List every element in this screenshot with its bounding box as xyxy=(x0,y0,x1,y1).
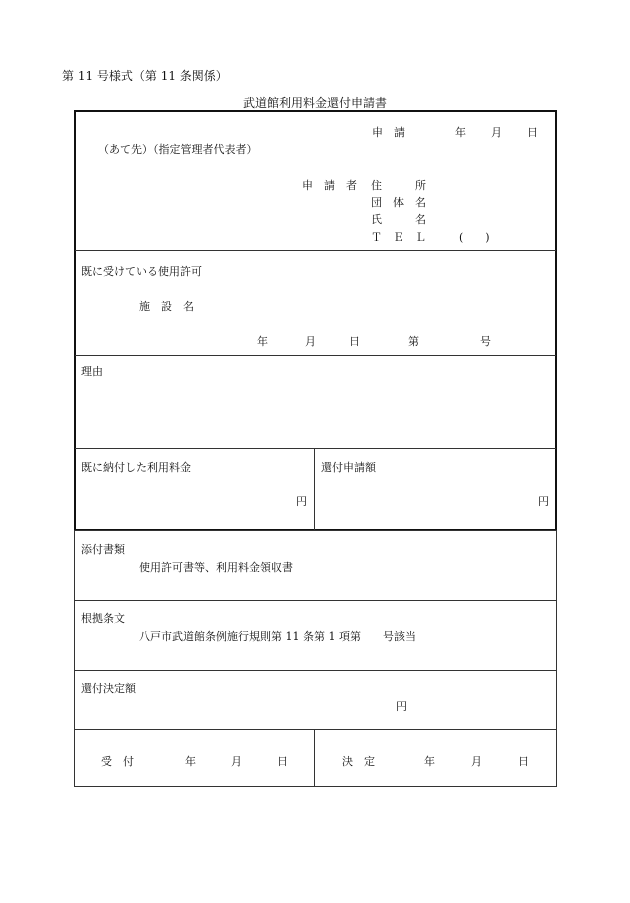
divider xyxy=(75,250,556,251)
divider xyxy=(74,729,557,730)
divider xyxy=(74,670,557,671)
decided-label: 決 定 xyxy=(342,755,375,768)
reason-heading: 理由 xyxy=(81,365,103,378)
decided-month-label: 月 xyxy=(471,755,482,768)
received-month-label: 月 xyxy=(231,755,242,768)
received-label: 受 付 xyxy=(101,755,134,768)
name-label: 氏 名 xyxy=(371,213,426,226)
legal-basis-heading: 根拠条文 xyxy=(81,612,125,625)
legal-basis-value: 八戸市武道館条例施行規則第 11 条第 1 項第 号該当 xyxy=(139,630,416,643)
attachments-heading: 添付書類 xyxy=(81,543,125,556)
year-label: 年 xyxy=(455,126,466,139)
paid-fee-unit: 円 xyxy=(296,495,307,508)
permit-number-prefix: 第 xyxy=(408,335,419,348)
tel-paren: ( ) xyxy=(459,231,490,244)
month-label: 月 xyxy=(491,126,502,139)
facility-name-label: 施 設 名 xyxy=(139,300,194,313)
permit-day-label: 日 xyxy=(349,335,360,348)
address-label: 住 所 xyxy=(371,179,426,192)
decided-day-label: 日 xyxy=(518,755,529,768)
form-title: 武道館利用料金還付申請書 xyxy=(242,96,387,110)
paid-fee-heading: 既に納付した利用料金 xyxy=(81,461,191,474)
refund-decision-unit: 円 xyxy=(396,700,407,713)
divider xyxy=(74,600,557,601)
permit-year-label: 年 xyxy=(257,335,268,348)
divider xyxy=(314,729,315,787)
divider xyxy=(314,448,315,530)
decided-year-label: 年 xyxy=(424,755,435,768)
permit-number-suffix: 号 xyxy=(480,335,491,348)
form-number-label: 第 11 号様式（第 11 条関係） xyxy=(62,69,228,83)
permit-heading: 既に受けている使用許可 xyxy=(81,265,202,278)
tel-label: Ｔ Ｅ Ｌ xyxy=(371,231,426,244)
received-year-label: 年 xyxy=(185,755,196,768)
divider xyxy=(75,448,556,449)
refund-amount-heading: 還付申請額 xyxy=(321,461,376,474)
received-day-label: 日 xyxy=(277,755,288,768)
applicant-label: 申 請 者 xyxy=(302,179,357,192)
addressee-label: （あて先）（指定管理者代表者） xyxy=(98,143,258,156)
attachments-value: 使用許可書等、利用料金領収書 xyxy=(139,561,293,574)
divider xyxy=(75,355,556,356)
permit-month-label: 月 xyxy=(305,335,316,348)
refund-decision-heading: 還付決定額 xyxy=(81,682,136,695)
application-date-label: 申 請 xyxy=(372,126,405,139)
refund-amount-unit: 円 xyxy=(538,495,549,508)
group-name-label: 団 体 名 xyxy=(371,196,426,209)
day-label: 日 xyxy=(527,126,538,139)
